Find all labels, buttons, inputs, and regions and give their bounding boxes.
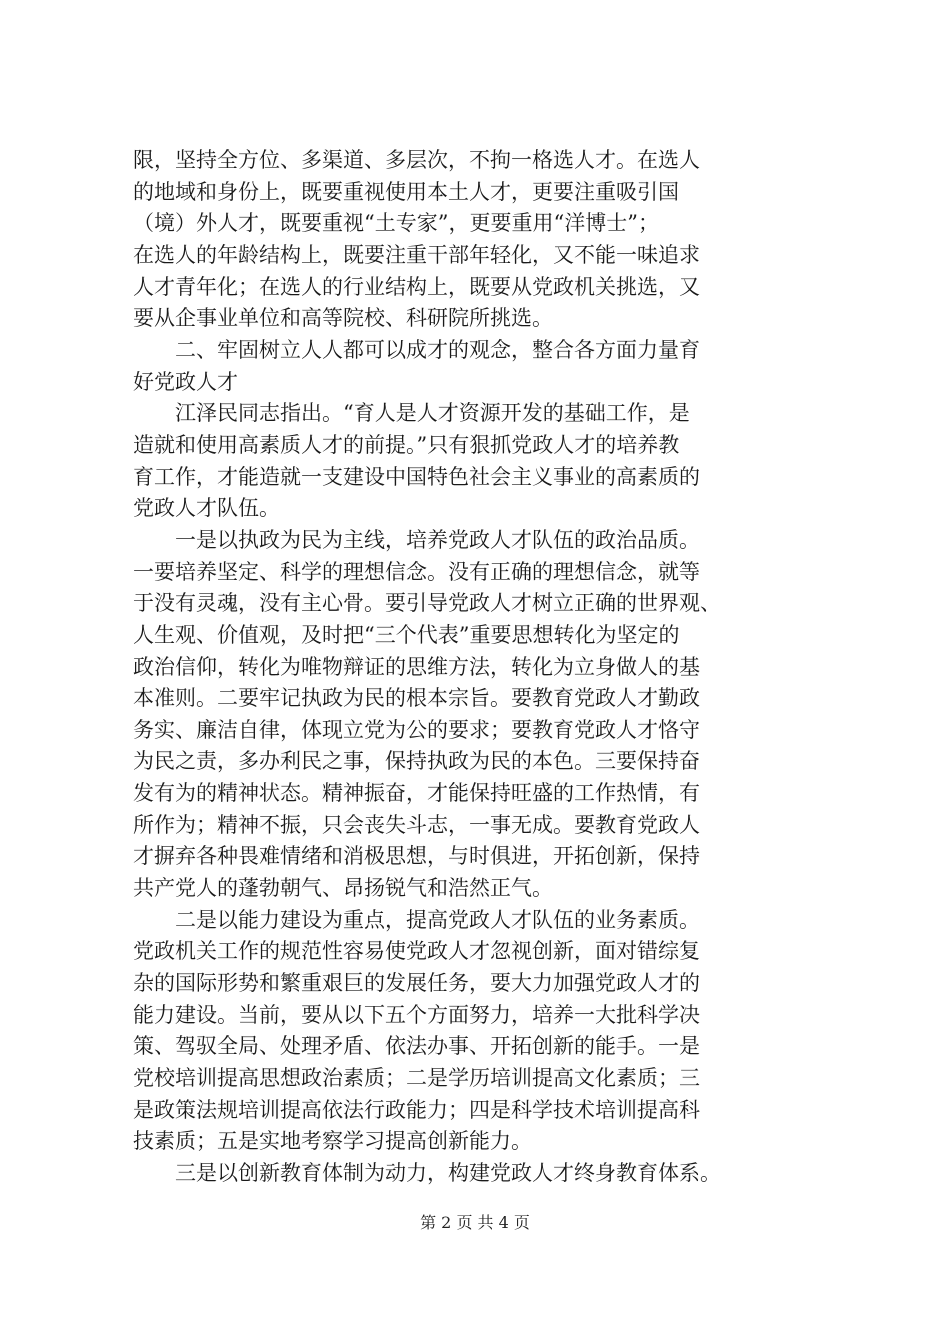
text-line: 人才青年化；在选人的行业结构上，既要从党政机关挑选，又 [133, 274, 700, 299]
text-line: 造就和使用高素质人才的前提。”只有狠抓党政人才的培养教 [133, 432, 680, 457]
text-line: 所作为；精神不振，只会丧失斗志，一事无成。要教育党政人 [133, 812, 700, 837]
text-line: 于没有灵魂，没有主心骨。要引导党政人才树立正确的世界观、 [133, 591, 721, 616]
text-line: 本准则。二要牢记执政为民的根本宗旨。要教育党政人才勤政 [133, 686, 700, 711]
text-line: 三是以创新教育体制为动力，构建党政人才终身教育体系。 [133, 1161, 721, 1185]
page-number-footer: 第 2 页 共 4 页 [420, 1213, 530, 1232]
text-line: 育工作，才能造就一支建设中国特色社会主义事业的高素质的 [133, 464, 700, 489]
text-line: 政治信仰，转化为唯物辩证的思维方法，转化为立身做人的基 [133, 654, 700, 679]
text-line: （境）外人才，既要重视“土专家”，更要重用“洋博士”； [133, 211, 659, 236]
text-line: 党政人才队伍。 [133, 496, 280, 521]
section-heading-line: 二、牢固树立人人都可以成才的观念，整合各方面力量育 [133, 337, 700, 362]
text-line: 要从企事业单位和高等院校、科研院所挑选。 [133, 306, 553, 331]
text-line: 的地域和身份上，既要重视使用本土人才，更要注重吸引国 [133, 179, 679, 204]
text-line: 江泽民同志指出。“育人是人才资源开发的基础工作，是 [133, 401, 690, 426]
text-line: 人生观、价值观，及时把“三个代表”重要思想转化为坚定的 [133, 622, 680, 647]
text-line: 在选人的年龄结构上，既要注重干部年轻化，又不能一味追求 [133, 242, 700, 267]
text-line: 党校培训提高思想政治素质；二是学历培训提高文化素质；三 [133, 1066, 700, 1091]
section-heading-line: 好党政人才 [133, 369, 238, 394]
text-line: 一是以执政为民为主线，培养党政人才队伍的政治品质。 [133, 527, 700, 552]
text-line: 才摒弃各种畏难情绪和消极思想，与时俱进，开拓创新，保持 [133, 844, 700, 869]
text-line: 务实、廉洁自律，体现立党为公的要求；要教育党政人才恪守 [133, 717, 700, 742]
text-line: 技素质；五是实地考察学习提高创新能力。 [133, 1129, 532, 1154]
text-line: 一要培养坚定、科学的理想信念。没有正确的理想信念，就等 [133, 559, 700, 584]
text-line: 二是以能力建设为重点，提高党政人才队伍的业务素质。 [133, 907, 700, 932]
text-line: 是政策法规培训提高依法行政能力；四是科学技术培训提高科 [133, 1097, 700, 1122]
text-line: 发有为的精神状态。精神振奋，才能保持旺盛的工作热情，有 [133, 781, 700, 806]
text-line: 杂的国际形势和繁重艰巨的发展任务，要大力加强党政人才的 [133, 971, 700, 996]
text-line: 党政机关工作的规范性容易使党政人才忽视创新，面对错综复 [133, 939, 700, 964]
text-line: 能力建设。当前，要从以下五个方面努力，培养一大批科学决 [133, 1002, 700, 1027]
text-line: 共产党人的蓬勃朝气、昂扬锐气和浩然正气。 [133, 876, 553, 901]
text-line: 策、驾驭全局、处理矛盾、依法办事、开拓创新的能手。一是 [133, 1034, 700, 1059]
text-line: 为民之责，多办利民之事，保持执政为民的本色。三要保持奋 [133, 749, 700, 774]
text-line: 限，坚持全方位、多渠道、多层次，不拘一格选人才。在选人 [133, 148, 700, 172]
